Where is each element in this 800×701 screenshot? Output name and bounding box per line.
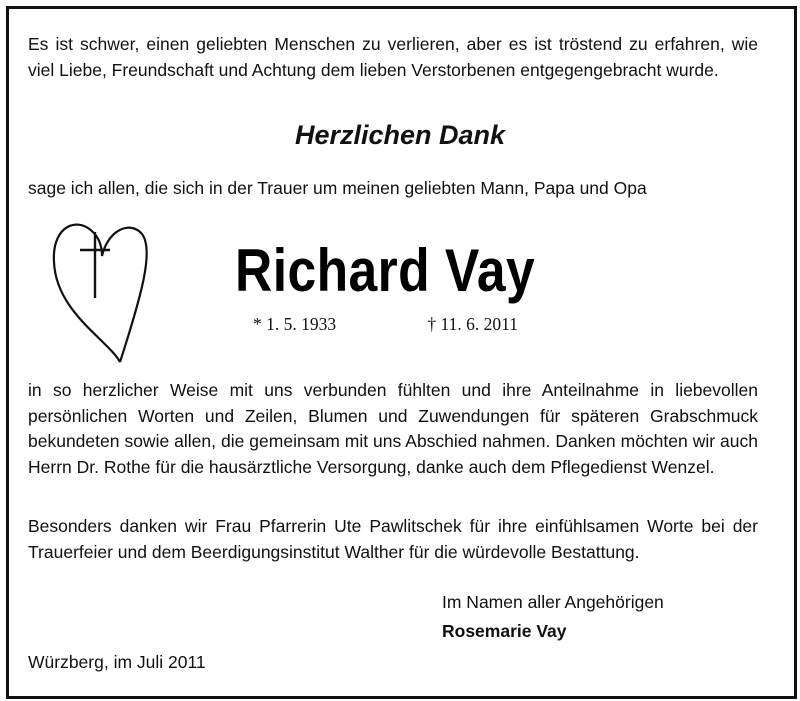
place-date: Würzberg, im Juli 2011 bbox=[28, 652, 206, 672]
deceased-name: Richard Vay bbox=[235, 237, 536, 304]
body-paragraph-2: Besonders danken wir Frau Pfarrerin Ute Pawlitschek für ihre einfühlsamen Worte bei der Trauerfeier und dem Beerdigungsinstitut Walther für die würdevolle Bestattung. bbox=[28, 516, 758, 562]
life-dates bbox=[253, 314, 518, 335]
body-paragraph-1: in so herzlicher Weise mit uns verbunden fühlten und ihre Anteilnahme in liebevollen persönlichen Worten und Zeilen, Blumen und Zuwendungen für späteren Grabschmuck bekundeten sowie allen, die gemeinsam mit uns Abschied nahmen. Danken möchten wir auch Herrn Dr. Rothe für die hausärztliche Versorgung, danke auch dem Pflegedienst Wenzel. bbox=[28, 380, 758, 477]
heading: Herzlichen Dank bbox=[294, 120, 506, 150]
intro-text: Es ist schwer, einen geliebten Menschen zu verlieren, aber es ist tröstend zu erfahren, wie viel Liebe, Freundschaft und Achtung dem lieben Verstorbenen entgegengebracht wurde. bbox=[28, 34, 758, 80]
birth-date: * 1. 5. 1933 bbox=[253, 314, 337, 334]
signature-name: Rosemarie Vay bbox=[442, 621, 567, 641]
sage-text: sage ich allen, die sich in der Trauer um meinen geliebten Mann, Papa und Opa bbox=[28, 178, 647, 198]
heart-cross-icon bbox=[50, 212, 150, 372]
signature-line: Im Namen aller Angehörigen bbox=[442, 592, 664, 612]
death-date: † 11. 6. 2011 bbox=[427, 314, 518, 334]
